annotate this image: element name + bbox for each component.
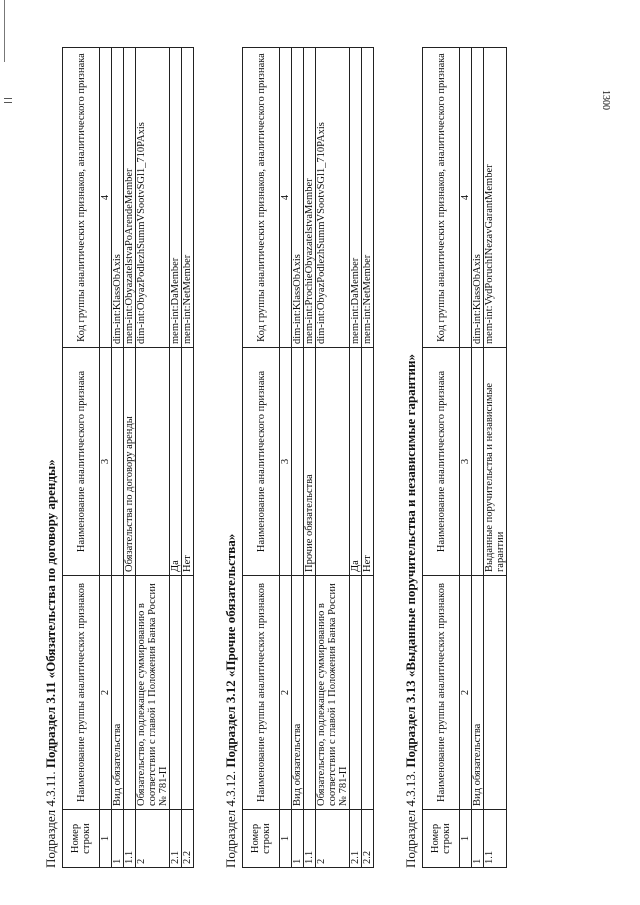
column-header: Наименование группы аналитических признаков (423, 576, 460, 810)
attribute-name: Выданные поручительства и независимые гарантии (484, 348, 507, 576)
row-number: 1.1 (484, 810, 507, 868)
column-number: 4 (280, 48, 292, 348)
attribute-name: Да (350, 348, 362, 576)
group-name (362, 576, 374, 810)
left-edge-mark (4, 102, 12, 103)
column-number: 2 (280, 576, 292, 810)
table-header-row (63, 48, 100, 868)
column-header: Номер строки (423, 810, 460, 868)
attributes-table (422, 47, 507, 868)
row-number: 1 (112, 810, 124, 868)
column-header: Код группы аналитических признаков, аналитического признака (423, 48, 460, 348)
left-edge-line (4, 0, 5, 62)
attribute-code: dim-int:KlassObAxis (472, 48, 484, 348)
row-number: 1.1 (124, 810, 136, 868)
attribute-name: Нет (182, 348, 194, 576)
attributes-table (242, 47, 374, 868)
attribute-name (136, 348, 170, 576)
row-number: 1 (292, 810, 304, 868)
column-number: 1 (100, 810, 112, 868)
column-number-row (280, 48, 292, 868)
group-name: Обязательство, подлежащее суммированию в соответствии с главой 1 Положения Банка России № 781-П (316, 576, 350, 810)
table-row (182, 48, 194, 868)
section-4-3-13 (400, 48, 507, 868)
attribute-name (316, 348, 350, 576)
section-title: Подраздел 3.11 «Обязательства по договору аренды» (43, 459, 58, 769)
column-header: Наименование группы аналитических признаков (243, 576, 280, 810)
attributes-table (62, 47, 194, 868)
row-number: 2 (316, 810, 350, 868)
attribute-name (292, 348, 304, 576)
attribute-name: Обязательства по договору аренды (124, 348, 136, 576)
table-row (484, 48, 507, 868)
group-name (350, 576, 362, 810)
attribute-code: mem-int:VydPoruchINezavGarantMember (484, 48, 507, 348)
row-number: 2.1 (350, 810, 362, 868)
attribute-name (472, 348, 484, 576)
section-heading (400, 48, 422, 868)
rotated-page-content (40, 48, 550, 868)
column-number: 2 (460, 576, 472, 810)
column-number: 3 (460, 348, 472, 576)
page-number: 1300 (600, 90, 611, 110)
section-heading (220, 48, 242, 868)
row-number: 2.2 (362, 810, 374, 868)
section-heading (40, 48, 62, 868)
attribute-code: dim-int:KlassObAxis (112, 48, 124, 348)
column-header: Наименование аналитического признака (63, 348, 100, 576)
attribute-code: mem-int:ProchieObyazatelstvaMember (304, 48, 316, 348)
attribute-code: dim-int:ObyazPodlezhSummVSootvSGl1_710PAxis (136, 48, 170, 348)
section-4-3-12 (220, 48, 374, 868)
section-title: Подраздел 3.13 «Выданные поручительства и независимые гарантии» (403, 353, 418, 768)
attribute-code: dim-int:KlassObAxis (292, 48, 304, 348)
column-number: 3 (280, 348, 292, 576)
column-number: 1 (280, 810, 292, 868)
column-number-row (100, 48, 112, 868)
row-number: 1.1 (304, 810, 316, 868)
section-title: Подраздел 3.12 «Прочие обязательства» (223, 533, 238, 768)
column-number: 4 (100, 48, 112, 348)
attribute-name: Прочие обязательства (304, 348, 316, 576)
attribute-code: mem-int:NetMember (182, 48, 194, 348)
table-row (170, 48, 182, 868)
column-number: 3 (100, 348, 112, 576)
table-row (292, 48, 304, 868)
attribute-name: Да (170, 348, 182, 576)
group-name (124, 576, 136, 810)
group-name: Обязательство, подлежащее суммированию в соответствии с главой 1 Положения Банка России № 781-П (136, 576, 170, 810)
attribute-code: mem-int:ObyazatelstvaPoArendeMember (124, 48, 136, 348)
column-header: Номер строки (243, 810, 280, 868)
attribute-name: Нет (362, 348, 374, 576)
column-header: Код группы аналитических признаков, аналитического признака (243, 48, 280, 348)
table-row (350, 48, 362, 868)
row-number: 2.1 (170, 810, 182, 868)
column-header: Код группы аналитических признаков, аналитического признака (63, 48, 100, 348)
column-number: 2 (100, 576, 112, 810)
column-header: Наименование группы аналитических признаков (63, 576, 100, 810)
row-number: 2.2 (182, 810, 194, 868)
table-row (304, 48, 316, 868)
table-row (112, 48, 124, 868)
group-name: Вид обязательства (112, 576, 124, 810)
table-row (472, 48, 484, 868)
section-prefix: Подраздел 4.3.11. (43, 771, 58, 868)
attribute-code: mem-int:NetMember (362, 48, 374, 348)
group-name: Вид обязательства (472, 576, 484, 810)
table-row (124, 48, 136, 868)
group-name (484, 576, 507, 810)
section-prefix: Подраздел 4.3.12. (223, 770, 238, 868)
attribute-code: mem-int:DaMember (170, 48, 182, 348)
table-header-row (243, 48, 280, 868)
table-row (316, 48, 350, 868)
column-header: Наименование аналитического признака (423, 348, 460, 576)
table-row (136, 48, 170, 868)
attribute-code: dim-int:ObyazPodlezhSummVSootvSGl1_710PAxis (316, 48, 350, 348)
column-number: 1 (460, 810, 472, 868)
attribute-code: mem-int:DaMember (350, 48, 362, 348)
group-name: Вид обязательства (292, 576, 304, 810)
table-header-row (423, 48, 460, 868)
left-edge-mark (4, 98, 12, 99)
table-row (362, 48, 374, 868)
column-number-row (460, 48, 472, 868)
column-header: Наименование аналитического признака (243, 348, 280, 576)
section-prefix: Подраздел 4.3.13. (403, 770, 418, 868)
column-number: 4 (460, 48, 472, 348)
column-header: Номер строки (63, 810, 100, 868)
group-name (182, 576, 194, 810)
group-name (170, 576, 182, 810)
section-4-3-11 (40, 48, 194, 868)
group-name (304, 576, 316, 810)
attribute-name (112, 348, 124, 576)
row-number: 1 (472, 810, 484, 868)
row-number: 2 (136, 810, 170, 868)
